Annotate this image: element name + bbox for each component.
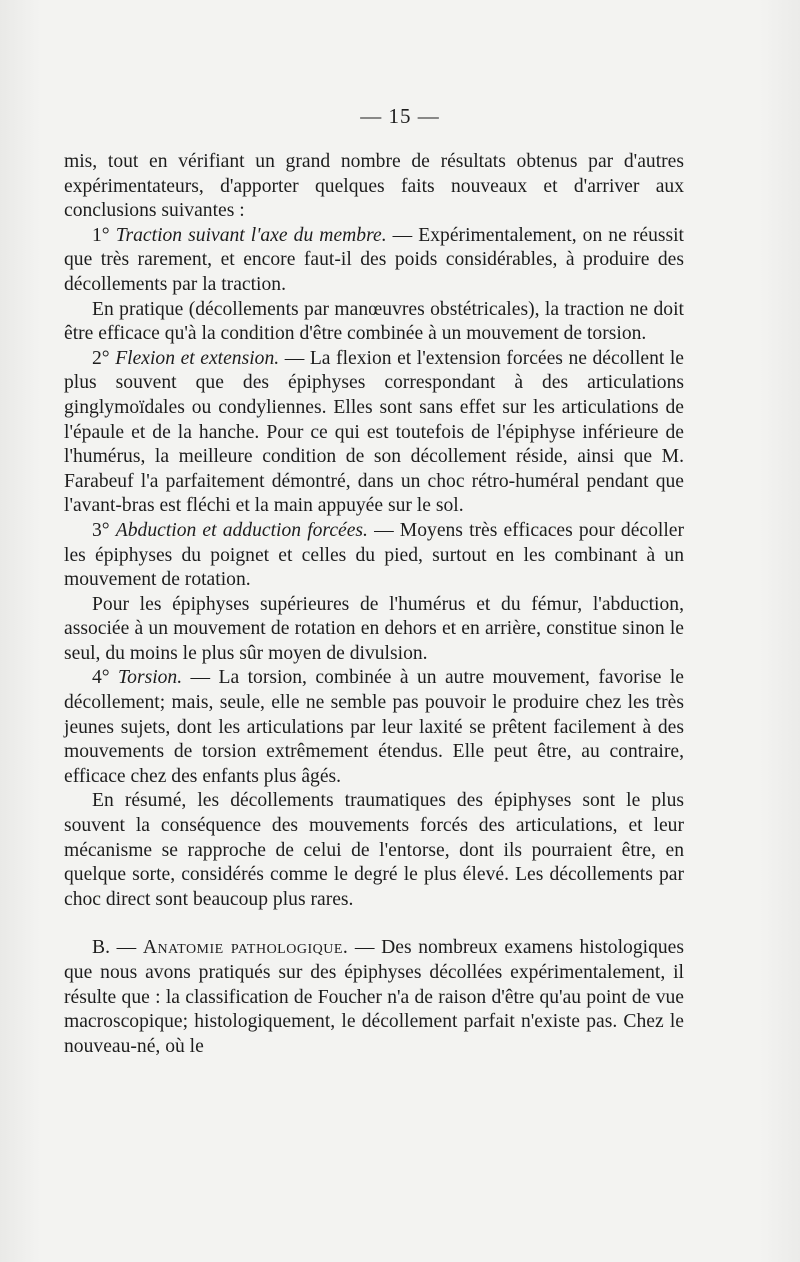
paragraph-flexion: [64, 347, 684, 519]
item-number: 1°: [92, 224, 116, 246]
item-text: — La torsion, combinée à un autre mouvement, favorise le décollement; mais, seule, elle ne semble pas pouvoir le produire chez les très jeunes sujets, dont les articulations par leur laxité se prêtent facilement à des mouvements de torsion extrêmement étendus. Elle peut être, au contraire, efficace chez des enfants plus âgés.: [64, 667, 685, 787]
item-title: Abduction et adduction forcées.: [115, 519, 368, 541]
paragraph-pratique: En pratique (décollements par manœuvres obstétricales), la traction ne doit être efficace qu'à la condition d'être combinée à un mouvement de torsion.: [64, 298, 684, 345]
item-title: Flexion et extension.: [115, 347, 280, 369]
item-number: 2°: [92, 347, 116, 369]
paragraph-traction: [64, 224, 684, 298]
paragraph-abduction: [64, 519, 684, 593]
item-title: Torsion.: [118, 667, 183, 689]
item-text: — Moyens très efficaces pour décoller les épiphyses du poignet et celles du pied, surtout en les combinant à un mouvement de rotation.: [64, 519, 684, 591]
section-prefix: B. —: [92, 937, 143, 959]
section-anatomie: [64, 936, 684, 1059]
paragraph-epiphyses: Pour les épiphyses supérieures de l'humérus et du fémur, l'abduction, associée à un mouvement de rotation en dehors et en arrière, constitue sinon le seul, du moins le plus sûr moyen de divulsion.: [64, 593, 684, 664]
item-text: — Expérimentalement, on ne réussit que très rarement, et encore faut-il des poids considérables, à produire des décollements par la traction.: [64, 224, 684, 295]
paragraph-torsion: [64, 666, 684, 789]
section-title: Anatomie pathologique.: [142, 937, 349, 959]
item-number: 4°: [92, 667, 119, 689]
paragraph-continuation: mis, tout en vérifiant un grand nombre de résultats obtenus par d'autres expérimentateurs, d'apporter quelques faits nouveaux et d'arriver aux conclusions suivantes :: [64, 151, 684, 222]
paragraph-resume: En résumé, les décollements traumatiques des épiphyses sont le plus souvent la conséquence des mouvements forcés des articulations, et leur mécanisme se rapproche de celui de l'entorse, dont ils pourraient être, en quelque sorte, considérés comme le degré le plus élevé. Les décollements par choc direct sont beaucoup plus rares.: [64, 790, 684, 910]
item-text: — La flexion et l'extension forcées ne décollent le plus souvent que des épiphyses correspondant à des articulations ginglymoïdales ou condyliennes. Elles sont sans effet sur les articulations de l'épaule et de la hanche. Pour ce qui est toutefois de l'épiphyse inférieure de l'humérus, la meilleure condition de son décollement réside, ainsi que M. Farabeuf l'a parfaitement démontré, dans un choc rétro-huméral pendant que l'avant-bras est fléchi et la main appuyée sur le sol.: [64, 347, 685, 517]
section-text: — Des nombreux examens histologiques que nous avons pratiqués sur des épiphyses décollées expérimentalement, il résulte que : la classification de Foucher n'a de raison d'être qu'au point de vue macroscopique; histologiquement, le décollement parfait n'existe pas. Chez le nouveau-né, où le: [64, 937, 685, 1057]
item-number: 3°: [92, 519, 116, 541]
page-number: — 15 —: [360, 104, 440, 128]
body-text: [64, 150, 684, 1059]
item-title: Traction suivant l'axe du membre.: [115, 224, 387, 246]
